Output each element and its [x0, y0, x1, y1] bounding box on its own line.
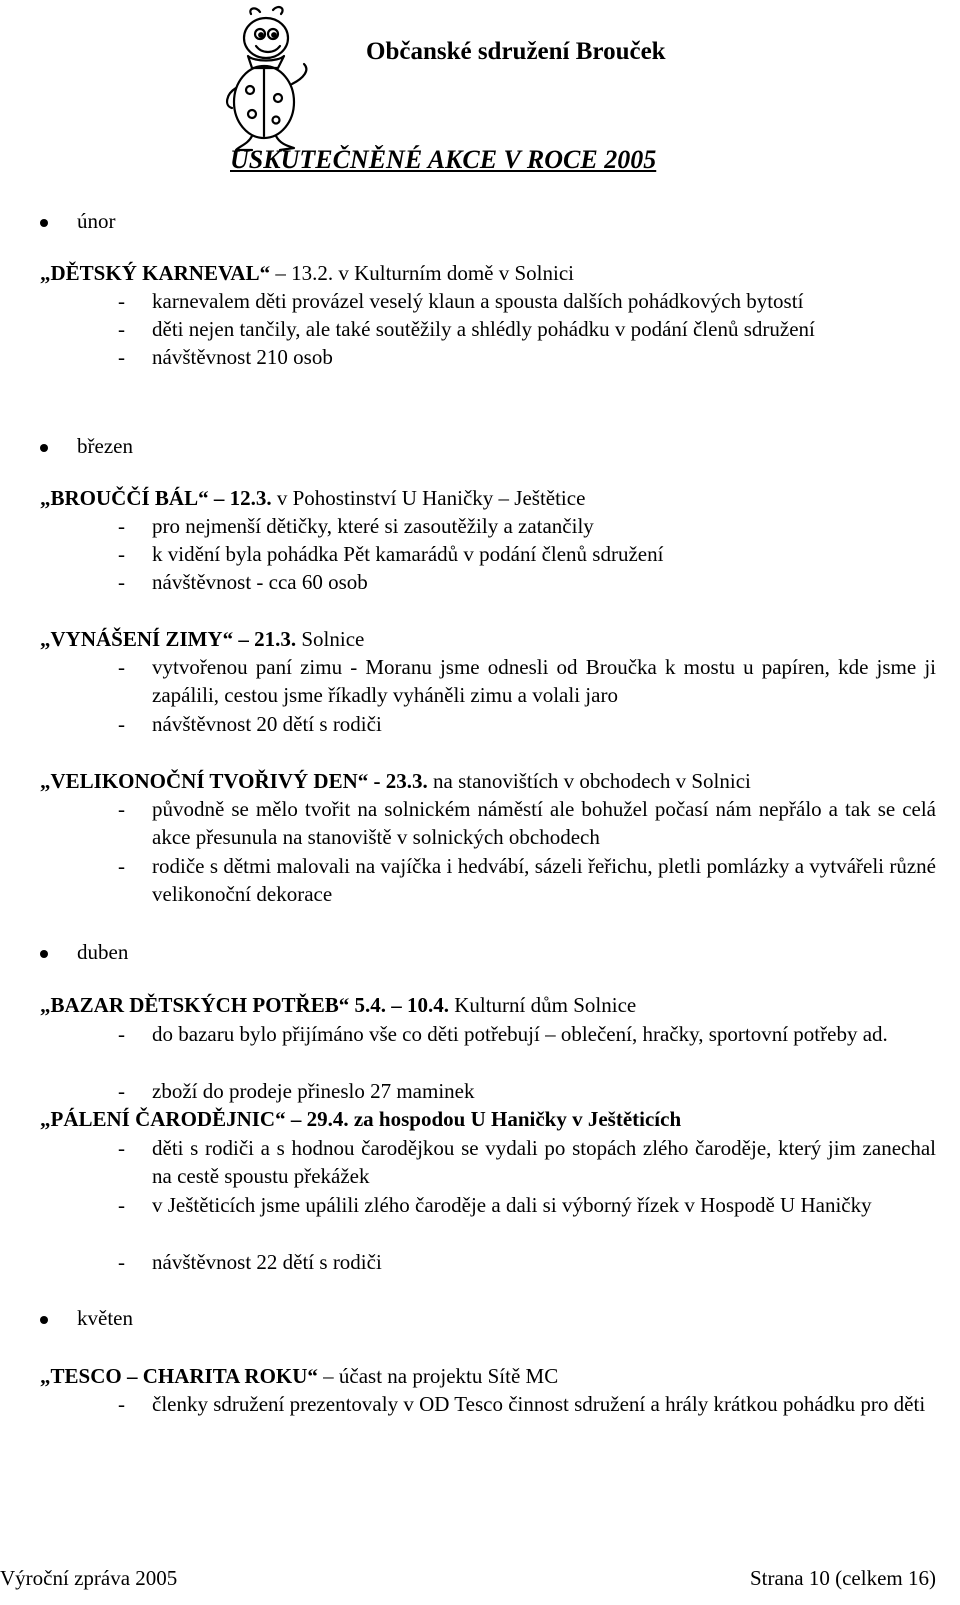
event-details: na stanovištích v obchodech v Solnici [427, 769, 751, 793]
event-details: – 13.2. v Kulturním domě v Solnici [270, 261, 574, 285]
month-label: březen [77, 434, 133, 458]
event-date: – 12.3. [208, 486, 272, 510]
organization-name: Občanské sdružení Brouček [366, 38, 666, 65]
event-tesco [40, 1362, 558, 1390]
event-vynaseni-zimy [40, 625, 364, 653]
event-date: – 29.4. za hospodou U Haničky v Ještěticích [285, 1107, 682, 1131]
event-details: – účast na projektu Sítě MC [317, 1364, 559, 1388]
month-label: únor [77, 209, 116, 233]
event-details: Solnice [296, 627, 365, 651]
event-name: „TESCO – CHARITA ROKU“ [40, 1364, 318, 1388]
event-date: 5.4. – 10.4. [349, 993, 449, 1017]
broucek-logo [218, 4, 320, 154]
event-bazar [40, 991, 636, 1019]
month-label: duben [77, 940, 129, 964]
event-name: „BAZAR DĚTSKÝCH POTŘEB“ [40, 993, 350, 1017]
event-name: „PÁLENÍ ČARODĚJNIC“ [40, 1107, 286, 1131]
event-paleni-carodejnic [40, 1105, 681, 1133]
event-velikonocni-den [40, 767, 751, 795]
footer-page-number: Strana 10 (celkem 16) [749, 1566, 936, 1590]
event-details: Kulturní dům Solnice [448, 993, 637, 1017]
bullet-icon [40, 950, 48, 958]
event-date: – 21.3. [233, 627, 297, 651]
event-name: „BROUČČÍ BÁL“ [40, 486, 209, 510]
bullet-icon [40, 1316, 48, 1324]
event-name: „DĚTSKÝ KARNEVAL“ [40, 261, 271, 285]
bullet-icon [40, 219, 48, 227]
month-label: květen [77, 1306, 133, 1330]
page-title: USKUTEČNĚNÉ AKCE V ROCE 2005 [230, 145, 657, 174]
event-name: „VELIKONOČNÍ TVOŘIVÝ DEN“ [40, 769, 369, 793]
event-karneval [40, 259, 574, 287]
event-broucci-bal [40, 484, 585, 512]
event-name: „VYNÁŠENÍ ZIMY“ [40, 627, 234, 651]
event-date: - 23.3. [368, 769, 428, 793]
event-details: v Pohostinství U Haničky – Ještětice [271, 486, 586, 510]
bullet-icon [40, 444, 48, 452]
footer-report-title: Výroční zpráva 2005 [0, 1566, 178, 1590]
